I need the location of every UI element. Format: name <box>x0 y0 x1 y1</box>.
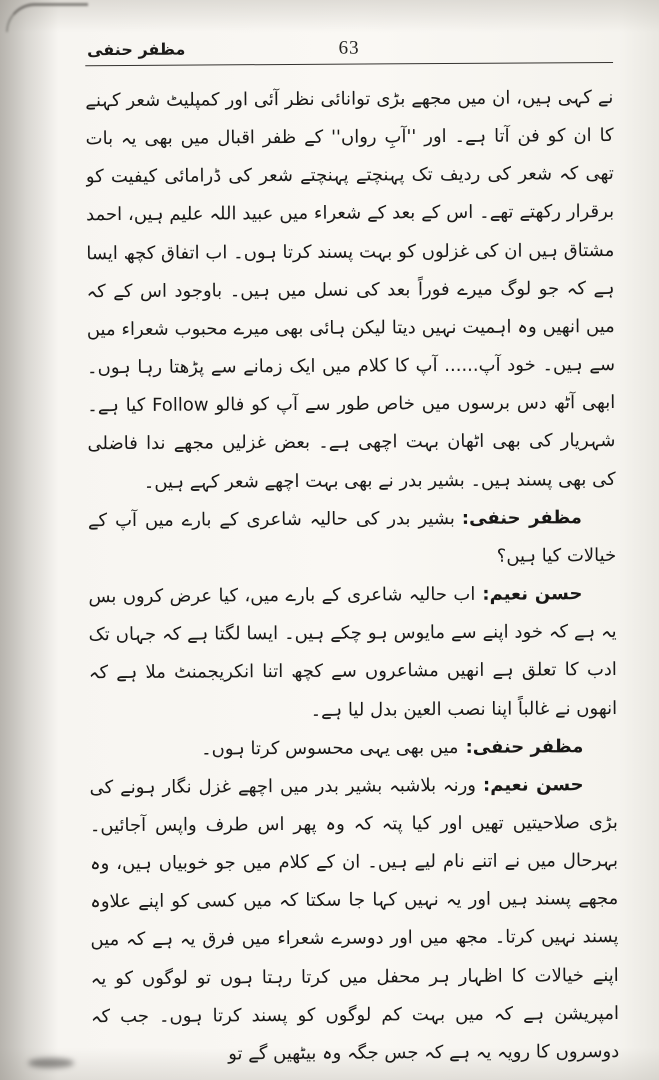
scan-corner-artifact <box>6 3 88 32</box>
speaker-label: حسن نعیم: <box>482 583 583 605</box>
paragraph-text: میں بھی یہی محسوس کرتا ہوں۔ <box>201 736 459 760</box>
header-divider <box>85 62 613 66</box>
page-header-spacer <box>436 52 611 53</box>
paragraph <box>89 728 617 769</box>
scan-edge-shadow <box>0 0 58 1080</box>
paragraph <box>85 79 616 502</box>
paragraph <box>89 766 619 1069</box>
speaker-label: مظفر حنفی: <box>461 506 582 529</box>
paragraph <box>88 499 616 579</box>
paragraph-text: بشیر بدر کی حالیہ شاعری کے بارے میں آپ کے خیالات کیا ہیں؟ <box>87 507 617 567</box>
page-header <box>87 36 611 61</box>
body-text <box>85 79 619 1069</box>
paragraph-text: ورنہ بلاشبہ بشیر بدر میں اچھے غزل نگار ہونے کی بڑی صلاحیتیں تھیں اور کیا پتہ کہ وہ پھر اس طرف واپس آجائیں۔ بہرحال میں نے اتنے نام لیے ہیں۔ ان کے کلام میں جو خوبیاں ہیں، وہ مجھے پسند ہیں اور یہ نہیں کہا جا سکتا کہ میں کسی کو اپنے علاوہ پسند نہیں کرتا۔ مجھ میں اور دوسرے شعراء میں فرق یہ ہے کہ میں اپنے خیالات کا اظہار ہر محفل میں کرتا رہتا ہوں تو لوگوں کو یہ امپریشن ہے کہ میں بہت کم لوگوں کو پسند کرتا ہوں۔ جب کہ دوسروں کا رویہ یہ ہے کہ جس جگہ وہ بیٹھیں گے تو <box>89 774 620 1065</box>
paragraph <box>88 575 617 731</box>
speaker-label: حسن نعیم: <box>482 774 584 796</box>
scan-bottom-artifact <box>28 1058 74 1068</box>
page-header-title: مظفر حنفی <box>87 39 186 60</box>
speaker-label: مظفر حنفی: <box>465 735 584 758</box>
paragraph-text: نے کہی ہیں، ان میں مجھے بڑی توانائی نظر آئی اور کمپلیٹ شعر کہنے کا ان کو فن آتا ہے۔ اور ''آبِ رواں'' کے ظفر اقبال میں بھی یہ بات تھی کہ شعر کی ردیف تک پہنچتے پہنچتے شعر کی ڈرامائی کیفیت کو برقرار رکھتے تھے۔ اس کے بعد کے شعراء میں عبید اللہ علیم ہیں، احمد مشتاق ہیں ان کی غزلوں کو بہت پسند کرتا ہوں۔ اب اتفاق کچھ ایسا ہے کہ جو لوگ میرے فوراً بعد کی نسل میں ہیں۔ باوجود اس کے کہ میں انھیں وہ اہمیت نہیں دیتا لیکن ہائی بھی میرے محبوب شعراء میں سے ہیں۔ خود آپ...... آپ کا کلام میں ایک زمانے سے پڑھتا رہا ہوں۔ ابھی آٹھ دس برسوں میں خاص طور سے آپ کو فالو Follow کیا ہے۔ شہریار کی بھی اٹھان بہت اچھی ہے۔ بعض غزلیں مجھے ندا فاضلی کی بھی پسند ہیں۔ بشیر بدر نے بھی بہت اچھے شعر کہے ہیں۔ <box>85 86 616 493</box>
page-content <box>85 36 619 1069</box>
paragraph-text: اب حالیہ شاعری کے بارے میں، کیا عرض کروں بس یہ ہے کہ خود اپنے سے مایوس ہو چکے ہیں۔ ایسا لگتا ہے کہ جہاں تک ادب کا تعلق ہے انھیں مشاعروں سے کچھ اتنا انکریجمنٹ ملا ہے کہ انھوں نے غالباً اپنا نصب العین بدل لیا ہے۔ <box>88 583 618 721</box>
page-number: 63 <box>338 37 360 59</box>
